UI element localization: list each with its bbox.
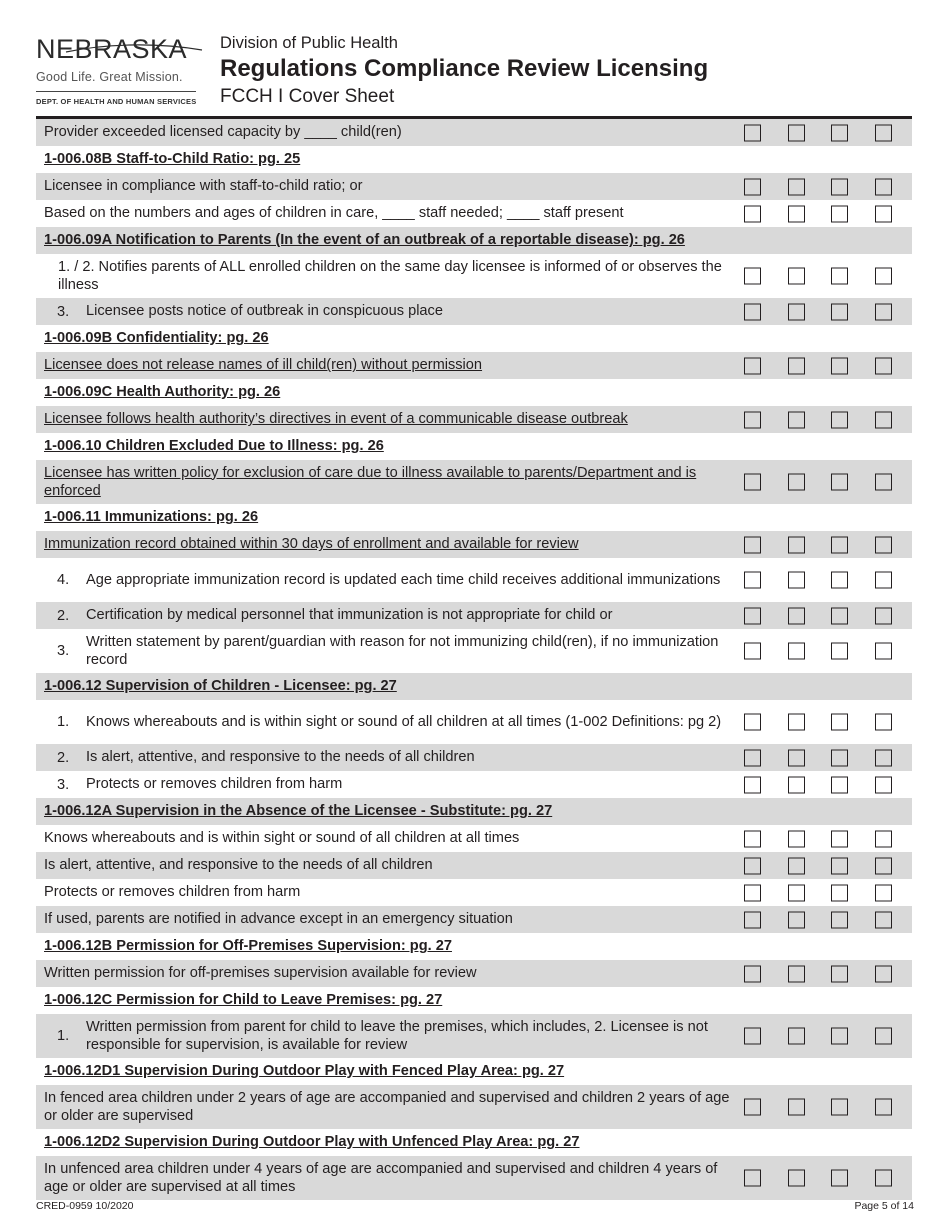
compliance-checkbox-3[interactable]: [831, 607, 848, 624]
compliance-checkbox-3[interactable]: [831, 714, 848, 731]
compliance-checkbox-3[interactable]: [831, 124, 848, 141]
checklist-row: [36, 1085, 912, 1129]
checklist-row: [36, 602, 912, 629]
checkbox-group: [744, 1099, 918, 1116]
checklist-row-text: 1. / 2. Notifies parents of ALL enrolled children on the same day licensee is informed of or observes the illness: [58, 258, 722, 293]
compliance-checkbox-1[interactable]: [744, 205, 761, 222]
checklist-row-text: Licensee in compliance with staff-to-child ratio; or: [44, 178, 363, 195]
checkbox-group: [744, 911, 918, 928]
compliance-checkbox-4[interactable]: [875, 124, 892, 141]
section-heading-text: 1-006.11 Immunizations: pg. 26: [44, 509, 259, 526]
compliance-checkbox-1[interactable]: [744, 572, 761, 589]
compliance-checkbox-3[interactable]: [831, 205, 848, 222]
compliance-checkbox-2[interactable]: [788, 830, 805, 847]
compliance-checkbox-4[interactable]: [875, 607, 892, 624]
checklist-row-text: Protects or removes children from harm: [86, 776, 343, 793]
checklist-row-text: Licensee follows health authority’s directives in event of a communicable disease outbreak: [44, 411, 628, 428]
compliance-checkbox-4[interactable]: [875, 857, 892, 874]
compliance-checkbox-2[interactable]: [788, 857, 805, 874]
form-id: CRED-0959 10/2020: [36, 1200, 134, 1212]
checklist-row-text: Written permission from parent for child to leave the premises, which includes, 2. Licensee is not responsible for supervision, is available for review: [86, 1018, 708, 1053]
section-heading-text: 1-006.12B Permission for Off-Premises Supervision: pg. 27: [44, 938, 452, 955]
item-number: 2.: [57, 607, 70, 624]
compliance-checkbox-3[interactable]: [831, 884, 848, 901]
compliance-checkbox-1[interactable]: [744, 911, 761, 928]
compliance-checkbox-3[interactable]: [831, 857, 848, 874]
compliance-checkbox-3[interactable]: [831, 776, 848, 793]
checklist-row-text: If used, parents are notified in advance except in an emergency situation: [44, 911, 513, 928]
compliance-checkbox-3[interactable]: [831, 268, 848, 285]
page-header: [36, 32, 916, 114]
item-number: 4.: [57, 572, 70, 588]
logo-tagline: Good Life. Great Mission.: [36, 70, 183, 84]
compliance-checkbox-4[interactable]: [875, 714, 892, 731]
section-heading: [36, 227, 912, 254]
checkbox-group: [744, 714, 918, 731]
compliance-checkbox-4[interactable]: [875, 830, 892, 847]
section-heading: [36, 987, 912, 1014]
compliance-checkbox-2[interactable]: [788, 303, 805, 320]
checkbox-group: [744, 607, 918, 624]
header-titles: [220, 32, 708, 110]
section-heading-text: 1-006.09A Notification to Parents (In the event of an outbreak of a reportable disease): pg. 26: [44, 232, 685, 249]
compliance-checkbox-1[interactable]: [744, 124, 761, 141]
checklist-row: [36, 1014, 912, 1058]
compliance-checkbox-3[interactable]: [831, 536, 848, 553]
section-heading: [36, 933, 912, 960]
compliance-checkbox-4[interactable]: [875, 884, 892, 901]
checklist-row-text: Licensee does not release names of ill child(ren) without permission: [44, 357, 483, 374]
compliance-checkbox-2[interactable]: [788, 911, 805, 928]
item-number: 3.: [57, 303, 70, 320]
compliance-checkbox-4[interactable]: [875, 1028, 892, 1045]
checklist-row-text: Is alert, attentive, and responsive to the needs of all children: [86, 749, 475, 766]
compliance-checkbox-3[interactable]: [831, 643, 848, 660]
checklist-row: [36, 460, 912, 504]
compliance-checkbox-3[interactable]: [831, 572, 848, 589]
section-heading: [36, 325, 912, 352]
section-heading: [36, 1058, 912, 1085]
compliance-checkbox-2[interactable]: [788, 536, 805, 553]
checkbox-group: [744, 357, 918, 374]
checkbox-group: [744, 178, 918, 195]
compliance-checkbox-1[interactable]: [744, 474, 761, 491]
compliance-checkbox-2[interactable]: [788, 714, 805, 731]
section-heading: [36, 504, 912, 531]
checkbox-group: [744, 830, 918, 847]
compliance-checkbox-4[interactable]: [875, 911, 892, 928]
compliance-checkbox-3[interactable]: [831, 303, 848, 320]
compliance-checkbox-3[interactable]: [831, 749, 848, 766]
section-heading-text: 1-006.12A Supervision in the Absence of the Licensee - Substitute: pg. 27: [44, 803, 553, 820]
compliance-checkbox-1[interactable]: [744, 357, 761, 374]
compliance-checkbox-3[interactable]: [831, 1099, 848, 1116]
compliance-checkbox-1[interactable]: [744, 1170, 761, 1187]
item-number: 2.: [57, 749, 70, 766]
compliance-checkbox-4[interactable]: [875, 1170, 892, 1187]
checkbox-group: [744, 536, 918, 553]
checklist-row: [36, 1156, 912, 1200]
compliance-checkbox-4[interactable]: [875, 268, 892, 285]
item-number: 1.: [57, 1028, 70, 1044]
checklist-row: [36, 200, 912, 227]
compliance-checkbox-2[interactable]: [788, 572, 805, 589]
checklist-row: [36, 629, 912, 673]
compliance-checkbox-4[interactable]: [875, 749, 892, 766]
compliance-checkbox-3[interactable]: [831, 911, 848, 928]
compliance-checkbox-2[interactable]: [788, 205, 805, 222]
checklist-row-text: Based on the numbers and ages of children in care, ____ staff needed; ____ staff present: [44, 205, 624, 222]
compliance-checkbox-3[interactable]: [831, 1028, 848, 1045]
compliance-checkbox-3[interactable]: [831, 474, 848, 491]
logo-divider: [36, 91, 196, 92]
compliance-checkbox-4[interactable]: [875, 474, 892, 491]
compliance-checkbox-1[interactable]: [744, 303, 761, 320]
section-heading-text: 1-006.12 Supervision of Children - Licensee: pg. 27: [44, 678, 397, 695]
page-title: Regulations Compliance Review Licensing: [220, 55, 709, 82]
checklist-row: [36, 744, 912, 771]
compliance-checkbox-2[interactable]: [788, 776, 805, 793]
page-subtitle: FCCH I Cover Sheet: [220, 86, 395, 107]
checklist-row: [36, 906, 912, 933]
compliance-checkbox-2[interactable]: [788, 749, 805, 766]
compliance-checkbox-3[interactable]: [831, 178, 848, 195]
checklist-row: [36, 352, 912, 379]
checkbox-group: [744, 965, 918, 982]
compliance-checkbox-1[interactable]: [744, 1028, 761, 1045]
item-number: 3.: [57, 776, 70, 793]
section-heading: [36, 146, 912, 173]
nebraska-dhhs-logo: [36, 34, 198, 106]
compliance-checkbox-1[interactable]: [744, 536, 761, 553]
checklist-row-text: Protects or removes children from harm: [44, 884, 301, 901]
checkbox-group: [744, 749, 918, 766]
compliance-checkbox-3[interactable]: [831, 1170, 848, 1187]
compliance-checkbox-2[interactable]: [788, 965, 805, 982]
compliance-checkbox-4[interactable]: [875, 178, 892, 195]
compliance-checkbox-2[interactable]: [788, 607, 805, 624]
section-heading-text: 1-006.12D2 Supervision During Outdoor Play with Unfenced Play Area: pg. 27: [44, 1134, 580, 1151]
checklist-row: [36, 879, 912, 906]
item-number: 1.: [57, 714, 70, 730]
checklist-row: [36, 700, 912, 744]
logo-swoosh-icon: [64, 40, 204, 58]
checkbox-group: [744, 1028, 918, 1045]
checkbox-group: [744, 572, 918, 589]
compliance-checkbox-1[interactable]: [744, 643, 761, 660]
checklist-row: [36, 406, 912, 433]
checklist-row-text: Licensee has written policy for exclusion of care due to illness available to parents/Department and is enforced: [44, 464, 697, 499]
section-heading-text: 1-006.09C Health Authority: pg. 26: [44, 384, 281, 401]
checklist-row: [36, 298, 912, 325]
checklist-row: [36, 825, 912, 852]
compliance-checkbox-2[interactable]: [788, 1099, 805, 1116]
checkbox-group: [744, 474, 918, 491]
compliance-checkbox-3[interactable]: [831, 357, 848, 374]
section-heading-text: 1-006.08B Staff-to-Child Ratio: pg. 25: [44, 151, 301, 168]
checkbox-group: [744, 884, 918, 901]
checklist-row: [36, 558, 912, 602]
compliance-checkbox-2[interactable]: [788, 884, 805, 901]
checklist-row: [36, 254, 912, 298]
checkbox-group: [744, 124, 918, 141]
checkbox-group: [744, 205, 918, 222]
section-heading-text: 1-006.12D1 Supervision During Outdoor Play with Fenced Play Area: pg. 27: [44, 1063, 565, 1080]
section-heading: [36, 798, 912, 825]
checklist-row: [36, 173, 912, 200]
section-heading-text: 1-006.12C Permission for Child to Leave Premises: pg. 27: [44, 992, 443, 1009]
compliance-checkbox-3[interactable]: [831, 965, 848, 982]
compliance-checkbox-1[interactable]: [744, 857, 761, 874]
compliance-checkbox-4[interactable]: [875, 536, 892, 553]
item-number: 3.: [57, 643, 70, 659]
section-heading: [36, 673, 912, 700]
checklist-row: [36, 960, 912, 987]
checklist-row-text: Knows whereabouts and is within sight or sound of all children at all times: [44, 830, 520, 847]
checklist-row-text: Immunization record obtained within 30 days of enrollment and available for review: [44, 536, 579, 553]
checklist-row: [36, 852, 912, 879]
logo-department: DEPT. OF HEALTH AND HUMAN SERVICES: [36, 97, 197, 106]
checklist-row-text: Age appropriate immunization record is updated each time child receives additional immunizations: [86, 571, 721, 588]
page-number: Page 5 of 14: [854, 1200, 914, 1212]
checklist-row-text: Certification by medical personnel that immunization is not appropriate for child or: [86, 607, 613, 624]
compliance-checkbox-3[interactable]: [831, 830, 848, 847]
compliance-checkbox-4[interactable]: [875, 303, 892, 320]
checklist-row-text: Provider exceeded licensed capacity by ____ child(ren): [44, 124, 402, 141]
checkbox-group: [744, 411, 918, 428]
section-heading: [36, 379, 912, 406]
compliance-checkbox-2[interactable]: [788, 411, 805, 428]
checkbox-group: [744, 776, 918, 793]
compliance-checkbox-1[interactable]: [744, 607, 761, 624]
compliance-checklist: [36, 119, 912, 1200]
checklist-row-text: Written statement by parent/guardian with reason for not immunizing child(ren), if no immunization record: [86, 633, 719, 668]
compliance-checkbox-2[interactable]: [788, 178, 805, 195]
compliance-checkbox-1[interactable]: [744, 776, 761, 793]
compliance-checkbox-1[interactable]: [744, 714, 761, 731]
compliance-checkbox-4[interactable]: [875, 1099, 892, 1116]
checklist-row-text: Licensee posts notice of outbreak in conspicuous place: [86, 303, 443, 320]
compliance-checkbox-4[interactable]: [875, 965, 892, 982]
compliance-checkbox-1[interactable]: [744, 965, 761, 982]
compliance-checkbox-2[interactable]: [788, 268, 805, 285]
compliance-checkbox-4[interactable]: [875, 776, 892, 793]
compliance-checkbox-1[interactable]: [744, 749, 761, 766]
checklist-row-text: Written permission for off-premises supervision available for review: [44, 965, 477, 982]
logo-wordmark: NEBRASKA: [36, 34, 188, 64]
compliance-checkbox-1[interactable]: [744, 884, 761, 901]
checklist-row: [36, 119, 912, 146]
compliance-checkbox-2[interactable]: [788, 357, 805, 374]
compliance-checkbox-2[interactable]: [788, 474, 805, 491]
checklist-row-text: Is alert, attentive, and responsive to the needs of all children: [44, 857, 433, 874]
division-name: Division of Public Health: [220, 34, 398, 52]
checklist-row-text: In fenced area children under 2 years of age are accompanied and supervised and children 2 years of age or older are supervised: [44, 1089, 730, 1124]
checklist-row-text: In unfenced area children under 4 years of age are accompanied and supervised and children 4 years of age or older are supervised at all times: [44, 1160, 718, 1195]
checkbox-group: [744, 303, 918, 320]
checkbox-group: [744, 643, 918, 660]
checklist-row: [36, 531, 912, 558]
checklist-row: [36, 771, 912, 798]
checkbox-group: [744, 1170, 918, 1187]
section-heading-text: 1-006.09B Confidentiality: pg. 26: [44, 330, 269, 347]
compliance-checkbox-4[interactable]: [875, 411, 892, 428]
compliance-checkbox-1[interactable]: [744, 830, 761, 847]
compliance-checkbox-2[interactable]: [788, 643, 805, 660]
checkbox-group: [744, 268, 918, 285]
compliance-checkbox-1[interactable]: [744, 1099, 761, 1116]
checkbox-group: [744, 857, 918, 874]
compliance-checkbox-2[interactable]: [788, 1170, 805, 1187]
compliance-checkbox-4[interactable]: [875, 205, 892, 222]
compliance-checkbox-4[interactable]: [875, 643, 892, 660]
checklist-row-text: Knows whereabouts and is within sight or sound of all children at all times (1-002 Definitions: pg 2): [86, 713, 722, 730]
section-heading-text: 1-006.10 Children Excluded Due to Illness: pg. 26: [44, 438, 384, 455]
compliance-checkbox-1[interactable]: [744, 411, 761, 428]
section-heading: [36, 433, 912, 460]
compliance-checkbox-3[interactable]: [831, 411, 848, 428]
compliance-checkbox-4[interactable]: [875, 572, 892, 589]
compliance-checkbox-4[interactable]: [875, 357, 892, 374]
compliance-checkbox-1[interactable]: [744, 178, 761, 195]
compliance-checkbox-1[interactable]: [744, 268, 761, 285]
compliance-checkbox-2[interactable]: [788, 124, 805, 141]
section-heading: [36, 1129, 912, 1156]
compliance-checkbox-2[interactable]: [788, 1028, 805, 1045]
